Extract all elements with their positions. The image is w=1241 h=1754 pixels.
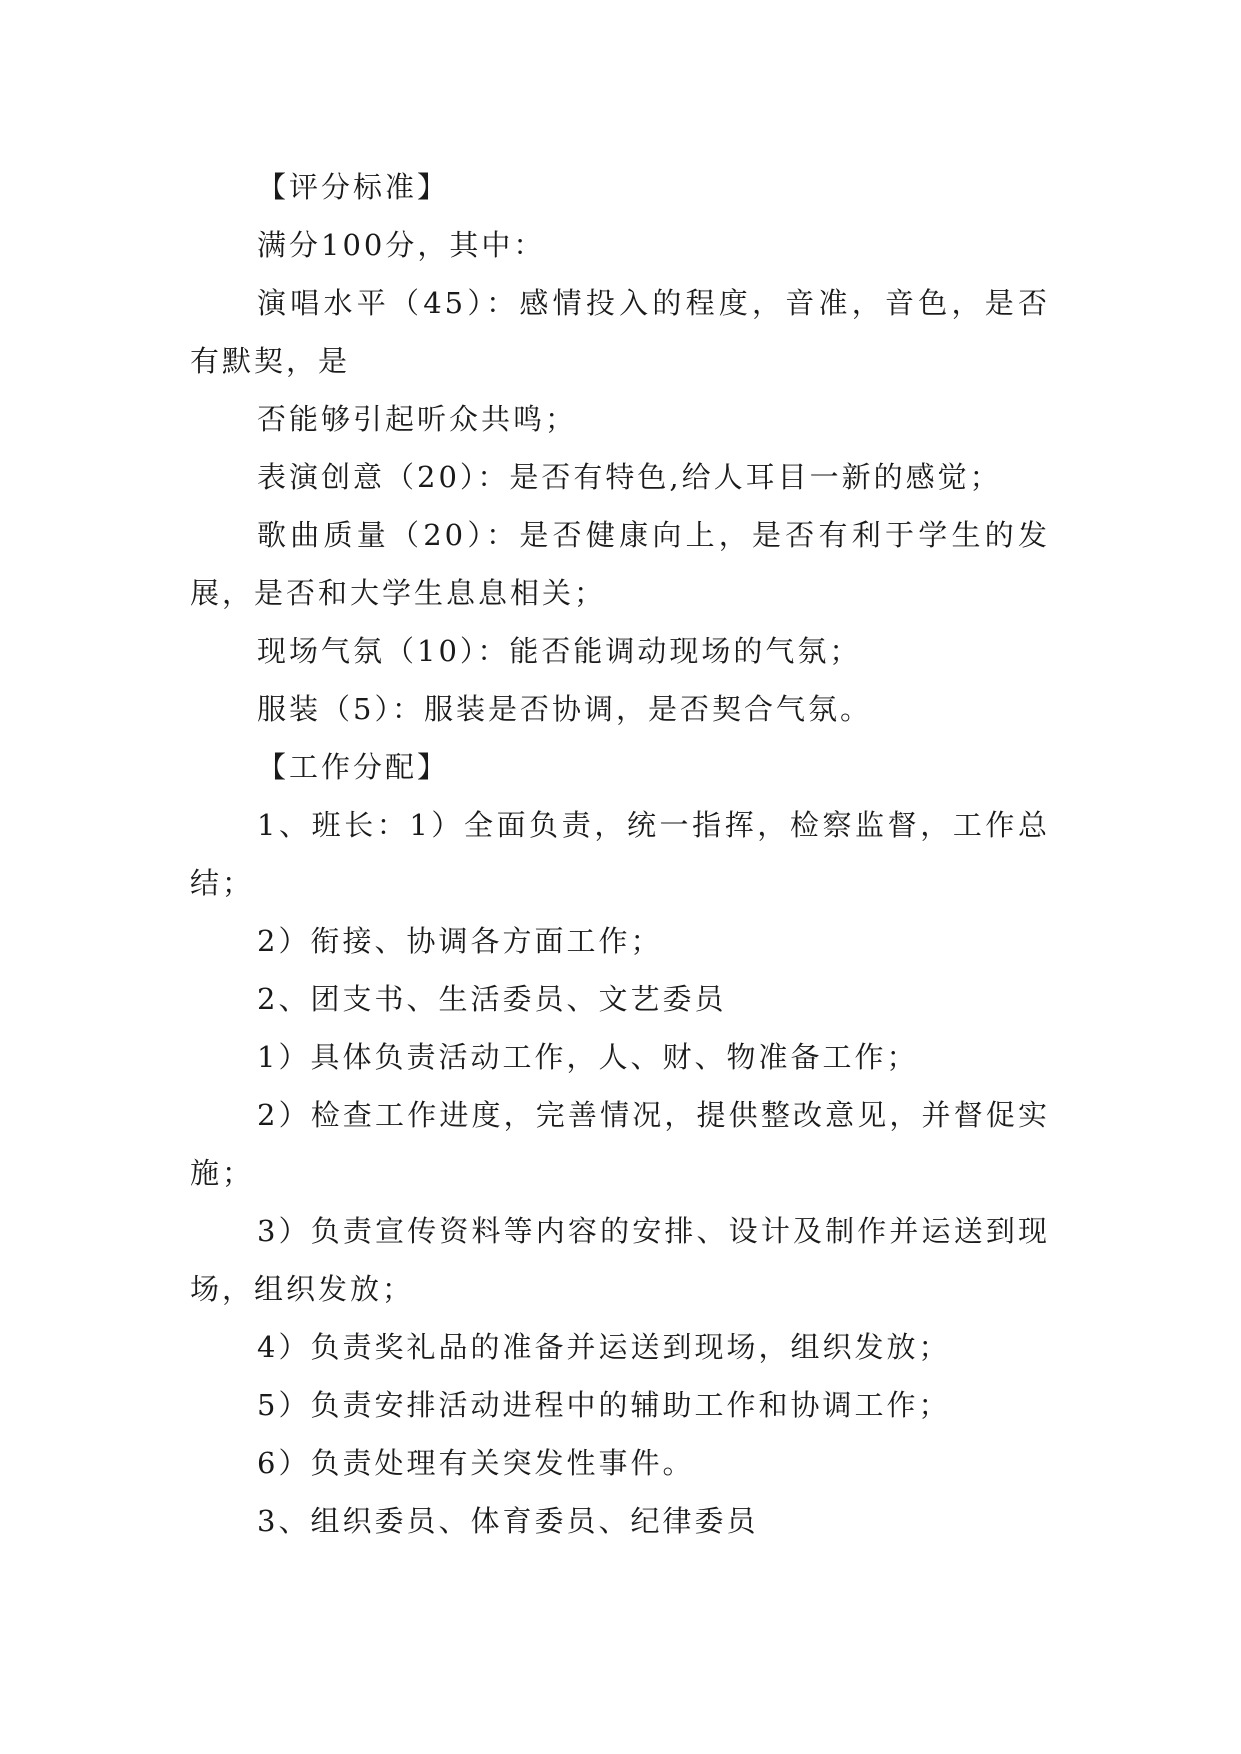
section-heading-scoring: 【评分标准】: [257, 170, 450, 204]
paragraph: 6）负责处理有关突发性事件。: [257, 1446, 695, 1480]
paragraph: 满分100分，其中：: [257, 228, 546, 262]
paragraph: 表演创意（20）：是否有特色,给人耳目一新的感觉；: [257, 460, 1002, 494]
paragraph: 4）负责奖礼品的准备并运送到现场，组织发放；: [257, 1330, 951, 1364]
section-heading-assignment: 【工作分配】: [257, 750, 450, 784]
paragraph: 否能够引起听众共鸣；: [257, 402, 578, 436]
paragraph: 1、班长：1）全面负责，统一指挥，检察监督，工作总结；: [190, 808, 1050, 900]
paragraph: 3、组织委员、体育委员、纪律委员: [257, 1504, 759, 1538]
paragraph: 2、团支书、生活委员、文艺委员: [257, 982, 727, 1016]
paragraph: 5）负责安排活动进程中的辅助工作和协调工作；: [257, 1388, 951, 1422]
paragraph: 演唱水平（45）：感情投入的程度，音准，音色，是否有默契，是: [190, 286, 1050, 378]
paragraph: 2）检查工作进度，完善情况，提供整改意见，并督促实施；: [190, 1098, 1050, 1190]
paragraph: 现场气氛（10）：能否能调动现场的气氛；: [257, 634, 862, 668]
paragraph: 1）具体负责活动工作，人、财、物准备工作；: [257, 1040, 919, 1074]
paragraph: 2）衔接、协调各方面工作；: [257, 924, 663, 958]
paragraph: 服装（5）：服装是否协调，是否契合气氛。: [257, 692, 872, 726]
paragraph: 3）负责宣传资料等内容的安排、设计及制作并运送到现场，组织发放；: [190, 1214, 1050, 1306]
paragraph: 歌曲质量（20）：是否健康向上，是否有利于学生的发展，是否和大学生息息相关；: [190, 518, 1050, 610]
document-body: [190, 158, 1050, 1550]
